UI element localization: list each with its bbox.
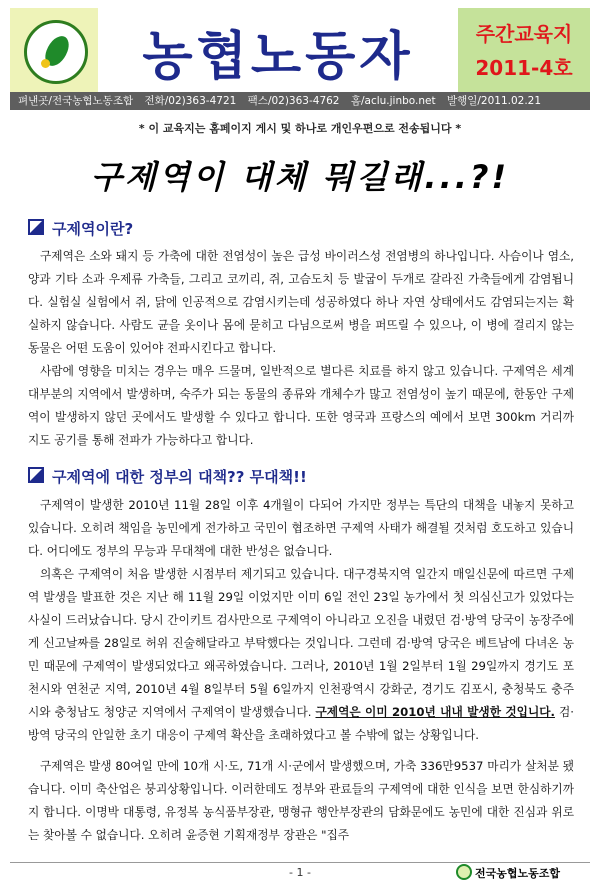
masthead: [10, 8, 590, 92]
headline: 구제역이 대체 뭐길래...?!: [90, 158, 510, 196]
section2-paragraph-2: [28, 563, 574, 747]
homepage: 홈/aclu.jinbo.net: [350, 95, 436, 107]
section-marker-icon: [28, 467, 44, 483]
logo-panel: [10, 8, 98, 92]
section2-paragraph-2b: 검·방역 당국의 안일한 초기 대응이 구제역 확산을 초래하였다고 볼 수밖에 없는 상황입니다.: [28, 705, 575, 742]
title-panel: [102, 8, 454, 92]
section-marker-icon: [28, 219, 44, 235]
publisher: 펴낸곳/전국농협노동조합: [18, 95, 134, 107]
section1-body: [28, 245, 574, 452]
publisher-info-bar: [10, 92, 590, 110]
union-logo-icon: [24, 20, 88, 84]
issue-panel: [458, 8, 590, 92]
section1-heading: [28, 218, 133, 239]
section2-title: 구제역에 대한 정부의 대책?? 무대책!!: [52, 468, 307, 486]
distribution-notice: * 이 교육지는 홈페이지 게시 및 하나로 개인우편으로 전송됩니다 *: [138, 122, 462, 135]
footer-divider: [10, 862, 590, 863]
section2-paragraph-2a: 의혹은 구제역이 처음 발생한 시점부터 제기되고 있습니다. 대구경북지역 일간지 매일신문에 따르면 구제역 발생을 발표한 것은 지난 해 11월 29일 이었지만 이미 6일 전인 23일 농가에서 첫 의심신고가 있었다는 사실이 드러났습니다. 당시 간이키트 검사만으로 구제역이 아니라고 오진을 내렸던 검·방역 당국이 농장주에게 신고날짜를 28일로 허위 진술해달라고 부탁했다는 것입니다. 그런데 검·방역 당국은 베트남에 다녀온 농민 때문에 구제역이 발생되었다고 왜곡하였습니다. 그러나, 2010년 1월 2일부터 1월 29일까지 경기도 포천시와 연천군 지역, 2010년 4월 8일부터 5월 6일까지 인천광역시 강화군, 경기도 김포시, 충청북도 충주시와 충청남도 청양군 지역에서 구제역이 발생했습니다.: [28, 567, 574, 719]
section2-paragraph-3: 구제역은 발생 80여일 만에 10개 시·도, 71개 시·군에서 발생했으며, 가축 336만9537 마리가 살처분 됐습니다. 이미 축산업은 붕괴상황입니다. 이러한데도 정부와 관료들의 구제역에 대한 인식을 보면 한심하기까지 합니다. 이명박 대통령, 유정복 농식품부장관, 맹형규 행안부장관의 담화문에도 농민에 대한 진심과 위로는 찾아볼 수 없습니다. 오히려 윤증현 기획재정부 장관은 "집주: [28, 759, 574, 842]
newsletter-title: 농협노동자: [142, 27, 414, 87]
issue-type: 주간교육지: [475, 22, 573, 46]
section2-heading: [28, 466, 307, 487]
union-mini-logo-icon: [456, 864, 472, 880]
section1-paragraph-1: 구제역은 소와 돼지 등 가축에 대한 전염성이 높은 급성 바이러스성 전염병의 하나입니다. 사슴이나 염소, 양과 기타 소과 우제류 가축들, 그리고 코끼리, 쥐, 고슴도치 등 발굽이 두개로 갈라진 가축들에게 감염됩니다. 실험실 실험에서 쥐, 닭에 인공적으로 감염시키는데 성공하였다 하나 자연 상태에서도 감염되는지는 확실하지 않습니다. 사람도 균을 옷이나 몸에 묻히고 다님으로써 병을 퍼뜨릴 수 있으나, 이 병에 걸리지 않는 동물은 어떤 도움이 있어야 전파시킨다고 합니다.: [28, 249, 574, 355]
fax: 팩스/02)363-4762: [247, 95, 340, 107]
section1-paragraph-2: 사람에 영향을 미치는 경우는 매우 드물며, 일반적으로 별다른 치료를 하지 않고 있습니다. 구제역은 세계 대부분의 지역에서 발생하며, 숙주가 되는 동물의 종류와 개체수가 많고 전염성이 높기 때문에, 한동안 구제역이 발생하지 않던 곳에서도 발생할 수 있다고 합니다. 또한 영국과 프랑스의 예에서 보면 300km 거리까지도 공기를 통해 전파가 가능하다고 합니다.: [28, 364, 574, 447]
section2-emphasis: 구제역은 이미 2010년 내내 발생한 것입니다.: [315, 705, 555, 719]
footer-org: [456, 864, 560, 881]
issue-number: 2011-4호: [475, 56, 573, 80]
section1-title: 구제역이란?: [52, 220, 134, 238]
footer-org-name: 전국농협노동조합: [475, 867, 561, 880]
publish-date: 발행일/2011.02.21: [446, 95, 542, 107]
page-number: - 1 -: [289, 866, 311, 879]
phone: 전화/02)363-4721: [144, 95, 237, 107]
section2-body: [28, 494, 574, 847]
section2-paragraph-1: 구제역이 발생한 2010년 11월 28일 이후 4개월이 다되어 가지만 정부는 특단의 대책을 내놓지 못하고 있습니다. 오히려 책임을 농민에게 전가하고 국민이 협조하면 구제역 사태가 해결될 것처럼 호도하고 있습니다. 어디에도 정부의 무능과 무대책에 대한 반성은 없습니다.: [28, 498, 574, 558]
dot-icon: [41, 59, 50, 68]
